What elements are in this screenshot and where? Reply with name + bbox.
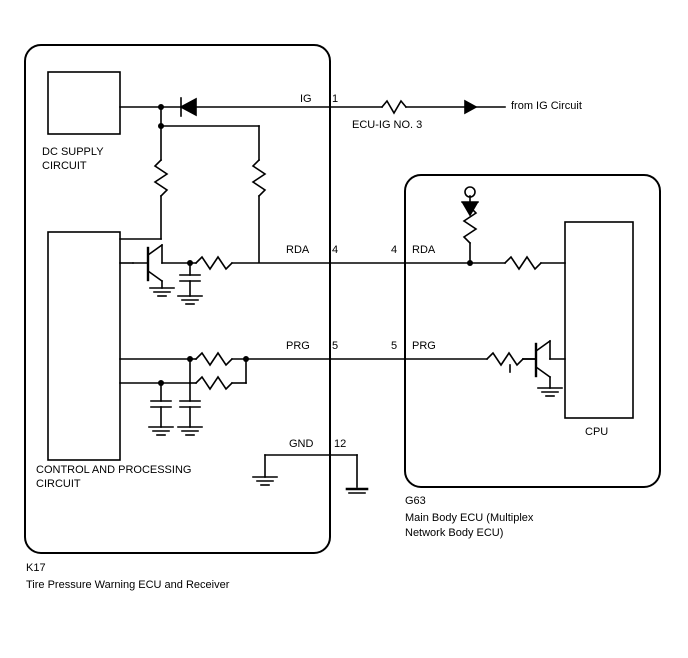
label-k17-name: Tire Pressure Warning ECU and Receiver xyxy=(26,579,230,591)
label-rda-right-pin: 4 xyxy=(391,244,398,256)
arrow-icon-ig xyxy=(465,101,476,113)
label-g63-code: G63 xyxy=(405,495,426,507)
resistor-icon-rda-cpu xyxy=(505,257,541,269)
label-dc-supply-line1: DC SUPPLY xyxy=(42,146,104,158)
label-rda-left-pin: 4 xyxy=(332,244,339,256)
label-ig-name: IG xyxy=(300,93,312,105)
resistor-icon-2 xyxy=(253,160,265,196)
fuse-icon xyxy=(382,101,406,113)
label-gnd-pin: 12 xyxy=(334,438,347,450)
label-gnd-name: GND xyxy=(289,438,314,450)
label-prg-left-pin: 5 xyxy=(332,340,339,352)
transistor-prg-collector xyxy=(536,341,550,351)
label-ecu-ig-fuse: ECU-IG NO. 3 xyxy=(352,119,423,131)
label-g63-name-line2: Network Body ECU) xyxy=(405,527,504,539)
label-cpu: CPU xyxy=(585,426,609,438)
diode-icon xyxy=(181,99,196,115)
label-control-line2: CIRCUIT xyxy=(36,478,81,490)
transistor-prg-emitter xyxy=(536,367,550,377)
label-from-ig-circuit: from IG Circuit xyxy=(511,100,582,112)
resistor-icon-prg-lower xyxy=(196,377,232,389)
label-dc-supply-line2: CIRCUIT xyxy=(42,160,87,172)
label-prg-right-name: PRG xyxy=(412,340,436,352)
label-prg-left-name: PRG xyxy=(286,340,310,352)
transistor-rda-collector xyxy=(148,245,162,255)
label-rda-right-name: RDA xyxy=(412,244,436,256)
label-k17-code: K17 xyxy=(26,562,46,574)
label-g63-name-line1: Main Body ECU (Multiplex xyxy=(405,512,534,524)
transistor-rda-emitter xyxy=(148,271,162,281)
label-control-line1: CONTROL AND PROCESSING xyxy=(36,464,192,476)
resistor-icon-1 xyxy=(155,160,167,196)
dc-supply-block xyxy=(48,72,120,134)
control-processing-block xyxy=(48,232,120,460)
label-rda-left-name: RDA xyxy=(286,244,310,256)
resistor-icon-prg-right xyxy=(487,353,523,365)
label-prg-right-pin: 5 xyxy=(391,340,398,352)
cpu-block xyxy=(565,222,633,418)
resistor-icon-prg xyxy=(196,353,232,365)
resistor-icon-rda xyxy=(196,257,232,269)
label-ig-pin: 1 xyxy=(332,93,339,105)
